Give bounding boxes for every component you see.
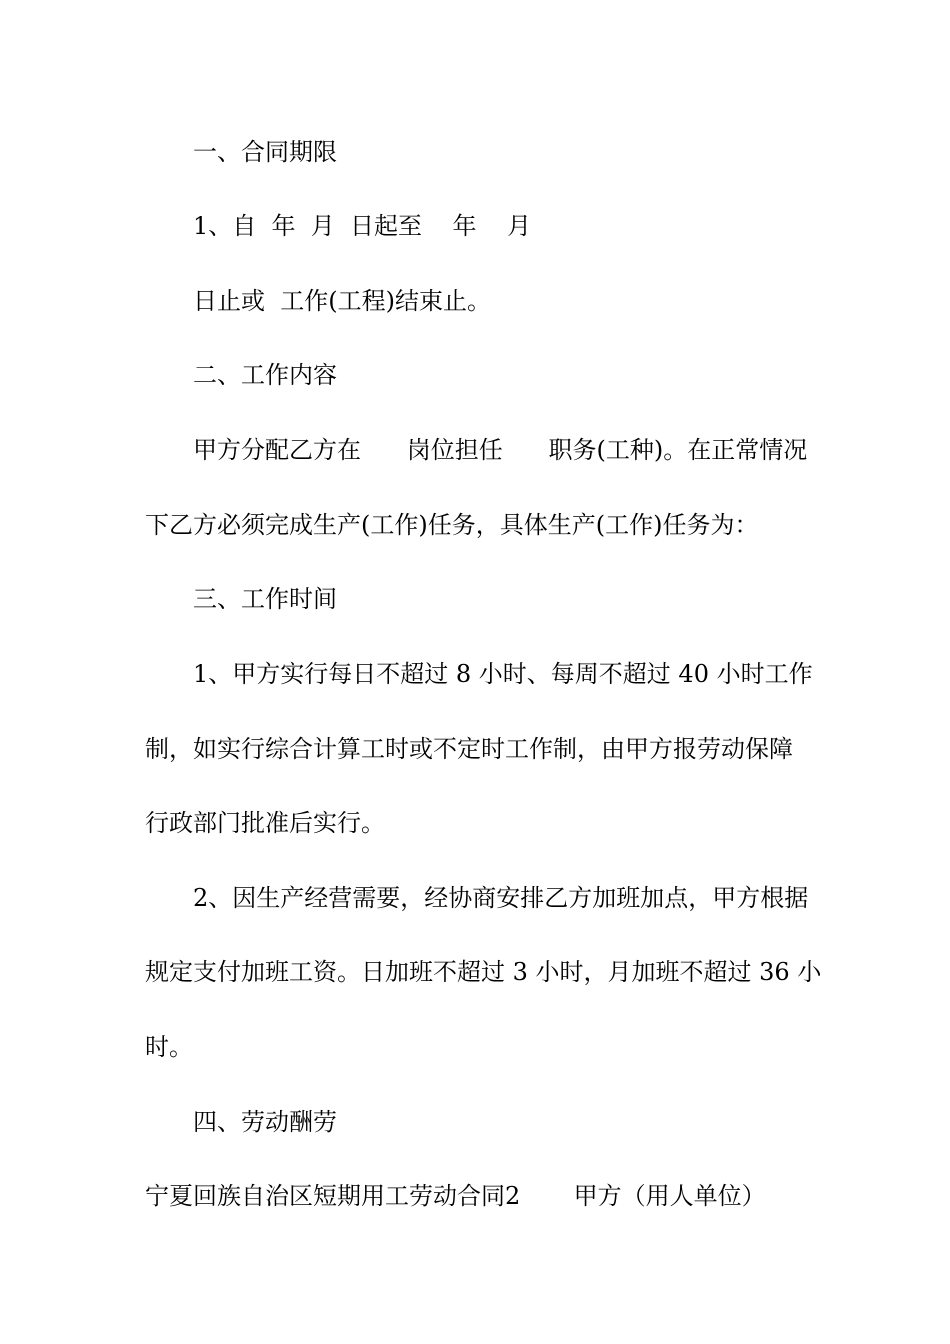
section-heading-remuneration: 四、劳动酬劳 <box>193 1108 337 1136</box>
paragraph-line: 制，如实行综合计算工时或不定时工作制，由甲方报劳动保障 <box>145 735 793 763</box>
paragraph-line: 1、甲方实行每日不超过 8 小时、每周不超过 40 小时工作 <box>193 660 813 688</box>
paragraph-line: 规定支付加班工资。日加班不超过 3 小时，月加班不超过 36 小 <box>145 958 822 986</box>
paragraph-line: 时。 <box>145 1033 193 1061</box>
paragraph-line: 日止或 工作(工程)结束止。 <box>193 287 491 315</box>
document-title-line: 宁夏回族自治区短期用工劳动合同2 甲方（用人单位） <box>145 1182 766 1210</box>
paragraph-line: 1、自 年 月 日起至 年 月 <box>193 212 532 240</box>
section-heading-contract-term: 一、合同期限 <box>193 138 337 166</box>
section-heading-work-content: 二、工作内容 <box>193 361 337 389</box>
paragraph-line: 下乙方必须完成生产(工作)任务，具体生产(工作)任务为： <box>145 511 759 539</box>
paragraph-line: 2、因生产经营需要，经协商安排乙方加班加点，甲方根据 <box>193 884 809 912</box>
paragraph-line: 行政部门批准后实行。 <box>145 809 385 837</box>
paragraph-line: 甲方分配乙方在 岗位担任 职务(工种)。在正常情况 <box>193 436 808 464</box>
section-heading-work-time: 三、工作时间 <box>193 585 337 613</box>
